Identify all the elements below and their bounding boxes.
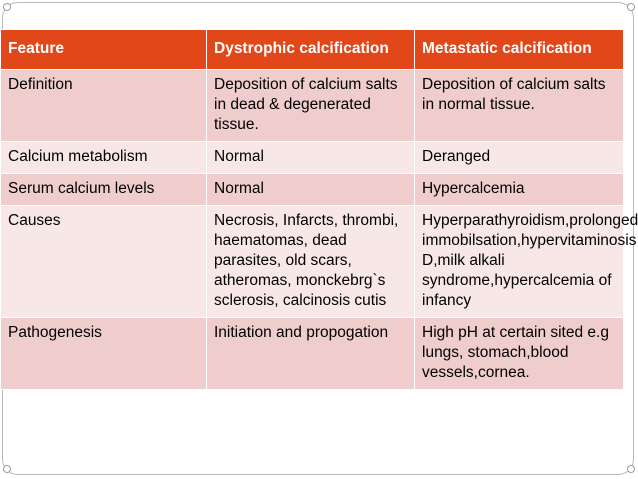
header-dystrophic: Dystrophic calcification — [207, 30, 415, 70]
row-label: Serum calcium levels — [1, 174, 207, 206]
dystrophic-cell: Necrosis, Infarcts, thrombi, haematomas, dead parasites, old scars, atheromas, monckebrg`s sclerosis, calcinosis cutis — [207, 206, 415, 318]
metastatic-cell: Deranged — [415, 142, 624, 174]
row-label: Definition — [1, 70, 207, 142]
corner-dot-icon — [627, 3, 635, 11]
table-row — [1, 318, 624, 390]
metastatic-cell: High pH at certain sited e.g lungs, stomach,blood vessels,cornea. — [415, 318, 624, 390]
row-label: Calcium metabolism — [1, 142, 207, 174]
corner-dot-icon — [627, 465, 635, 473]
table-row — [1, 206, 624, 318]
row-label: Pathogenesis — [1, 318, 207, 390]
row-label: Causes — [1, 206, 207, 318]
table-row — [1, 70, 624, 142]
dystrophic-cell: Normal — [207, 174, 415, 206]
metastatic-cell: Deposition of calcium salts in normal tissue. — [415, 70, 624, 142]
dystrophic-cell: Normal — [207, 142, 415, 174]
header-row — [1, 30, 624, 70]
comparison-table — [0, 29, 638, 390]
table-row — [1, 174, 624, 206]
header-metastatic: Metastatic calcification — [415, 30, 624, 70]
corner-dot-icon — [3, 3, 11, 11]
dystrophic-cell: Deposition of calcium salts in dead & degenerated tissue. — [207, 70, 415, 142]
dystrophic-cell: Initiation and propogation — [207, 318, 415, 390]
metastatic-cell: Hypercalcemia — [415, 174, 624, 206]
table-row — [1, 142, 624, 174]
metastatic-cell: Hyperparathyroidism,prolonged immobilsation,hypervitaminosis D,milk alkali syndrome,hypercalcemia of infancy — [415, 206, 624, 318]
corner-dot-icon — [3, 465, 11, 473]
header-feature: Feature — [1, 30, 207, 70]
